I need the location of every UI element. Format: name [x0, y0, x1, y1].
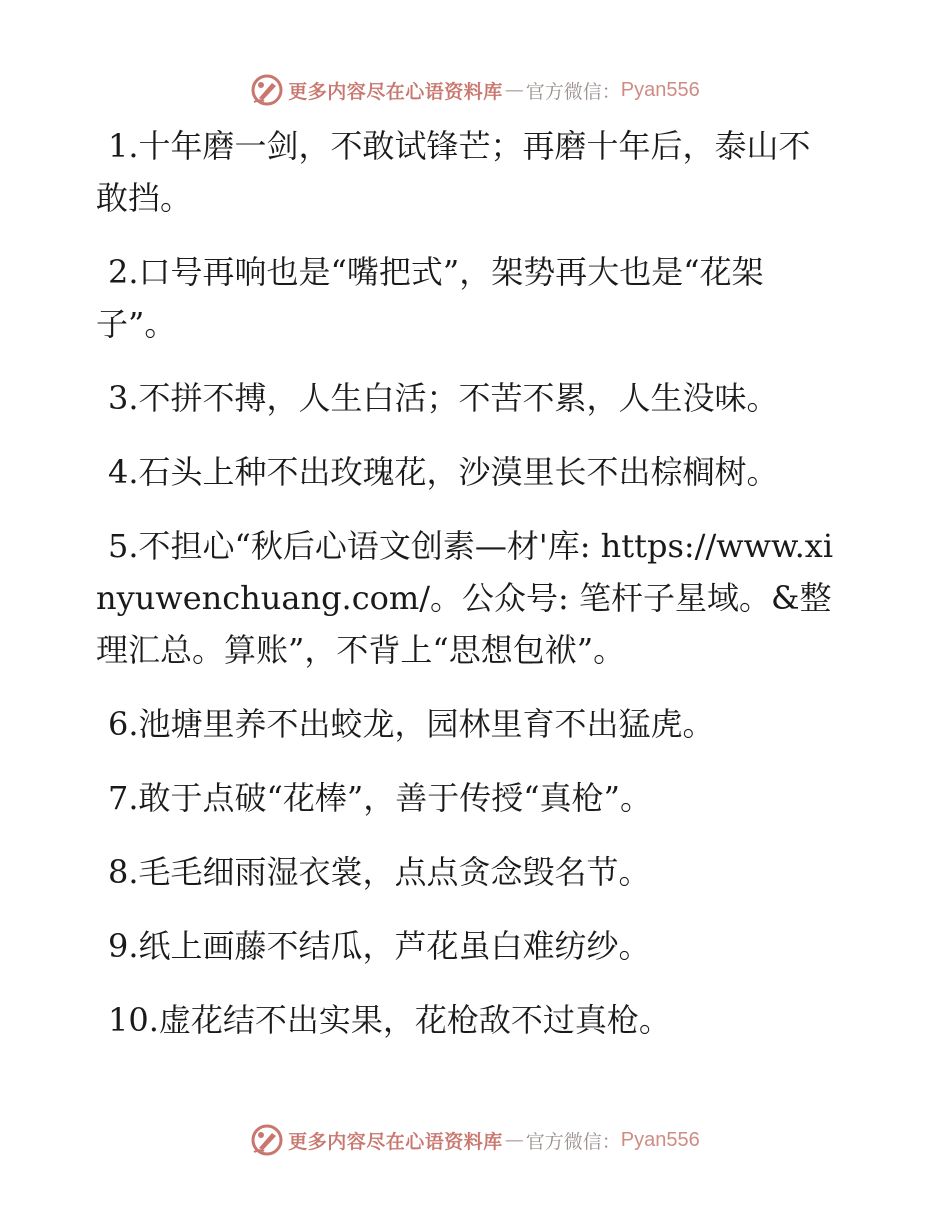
watermark-text: 更多内容尽在心语资料库 — [288, 80, 503, 103]
list-item: 5.不担心“秋后心语文创素—材'库: https://www.xinyuwenchuang.com/。公众号: 笔杆子星域。&整理汇总。算账”，不背上“思想包袱”。 — [96, 527, 834, 669]
quote-list — [96, 120, 836, 1068]
header-watermark — [0, 70, 950, 110]
list-item: 9.纸上画藤不结瓜，芦花虽白难纺纱。 — [108, 927, 651, 965]
pen-seal-icon — [250, 73, 284, 107]
watermark-separator: — — [504, 79, 524, 101]
list-item: 4.石头上种不出玫瑰花，沙漠里长不出棕榈树。 — [108, 453, 779, 491]
footer-watermark — [0, 1120, 950, 1160]
watermark-wechat-id: Pyan556 — [620, 78, 700, 101]
list-item: 7.敢于点破“花棒”，善于传授“真枪”。 — [108, 779, 652, 817]
list-item: 6.池塘里养不出蛟龙，园林里育不出猛虎。 — [108, 705, 715, 743]
watermark-wechat-id: Pyan556 — [620, 1128, 700, 1151]
list-item: 2.口号再响也是“嘴把式”，架势再大也是“花架子”。 — [96, 253, 764, 343]
pen-seal-icon — [250, 1123, 284, 1157]
watermark-wechat-label: 官方微信： — [525, 80, 621, 103]
watermark-wechat-label: 官方微信： — [525, 1130, 621, 1153]
list-item: 3.不拼不搏，人生白活；不苦不累，人生没味。 — [108, 379, 779, 417]
list-item: 10.虚花结不出实果，花枪敌不过真枪。 — [108, 1001, 671, 1039]
list-item: 1.十年磨一剑，不敢试锋芒；再磨十年后，泰山不敢挡。 — [96, 127, 811, 217]
watermark-separator: — — [504, 1129, 524, 1151]
watermark-text: 更多内容尽在心语资料库 — [288, 1130, 503, 1153]
list-item: 8.毛毛细雨湿衣裳，点点贪念毁名节。 — [108, 853, 651, 891]
